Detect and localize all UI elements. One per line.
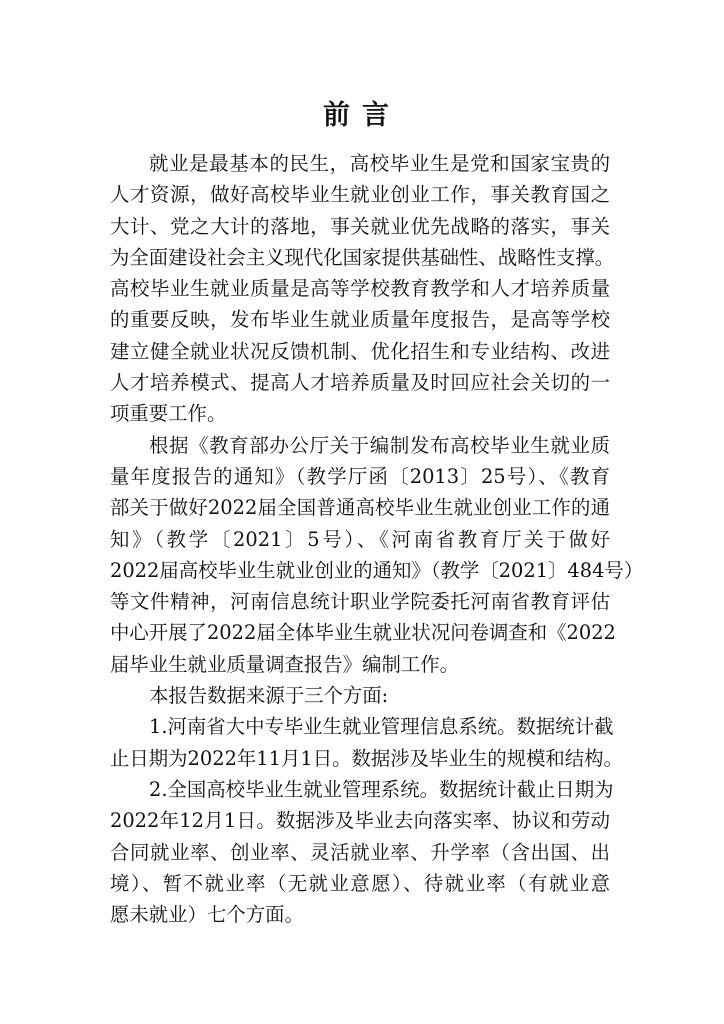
body-text (110, 148, 644, 930)
text-line: 届毕业生就业质量调查报告》编制工作。 (110, 652, 460, 676)
text-line: 合同就业率、创业率、灵活就业率、升学率（含出国、出 (110, 840, 610, 864)
text-line: 知》（教学〔2021〕5号）、《河南省教育厅关于做好 (110, 527, 610, 551)
text-line: 愿未就业）七个方面。 (110, 903, 304, 927)
text-line: 高校毕业生就业质量是高等学校教育教学和人才培养质量 (110, 277, 610, 301)
text-line: 2022届高校毕业生就业创业的通知》（教学〔2021〕484号） (110, 558, 644, 582)
text-line: 境）、暂不就业率（无就业意愿）、待就业率（有就业意 (110, 871, 610, 895)
text-line: 的重要反映，发布毕业生就业质量年度报告，是高等学校 (110, 308, 610, 332)
text-line: 中心开展了2022届全体毕业生就业状况问卷调查和《2022 (110, 621, 616, 645)
page-title: 前言 (323, 100, 401, 131)
text-line: 就业是最基本的民生，高校毕业生是党和国家宝贵的 (149, 152, 610, 175)
text-line: 建立健全就业状况反馈机制、优化招生和专业结构、改进 (110, 339, 610, 363)
text-line: 1.河南省大中专毕业生就业管理信息系统。数据统计截 (149, 715, 614, 739)
text-line: 人才培养模式、提高人才培养质量及时回应社会关切的一 (110, 371, 610, 395)
text-line: 人才资源，做好高校毕业生就业创业工作，事关教育国之 (110, 183, 610, 207)
text-line: 部关于做好2022届全国普通高校毕业生就业创业工作的通 (110, 496, 610, 520)
text-line: 大计、党之大计的落地，事关就业优先战略的落实，事关 (110, 214, 610, 238)
text-line: 本报告数据来源于三个方面: (149, 684, 389, 708)
text-line: 2022年12月1日。数据涉及毕业去向落实率、协议和劳动 (110, 809, 610, 833)
text-line: 等文件精神，河南信息统计职业学院委托河南省教育评估 (110, 590, 610, 614)
text-line: 2.全国高校毕业生就业管理系统。数据统计截止日期为 (149, 777, 614, 801)
text-line: 止日期为2022年11月1日。数据涉及毕业生的规模和结构。 (110, 746, 623, 770)
text-line: 项重要工作。 (110, 402, 227, 426)
text-line: 为全面建设社会主义现代化国家提供基础性、战略性支撑。 (110, 245, 615, 269)
text-line: 量年度报告的通知》（教学厅函〔2013〕25号）、《教育 (110, 464, 610, 488)
text-line: 根据《教育部办公厅关于编制发布高校毕业生就业质 (149, 433, 610, 457)
